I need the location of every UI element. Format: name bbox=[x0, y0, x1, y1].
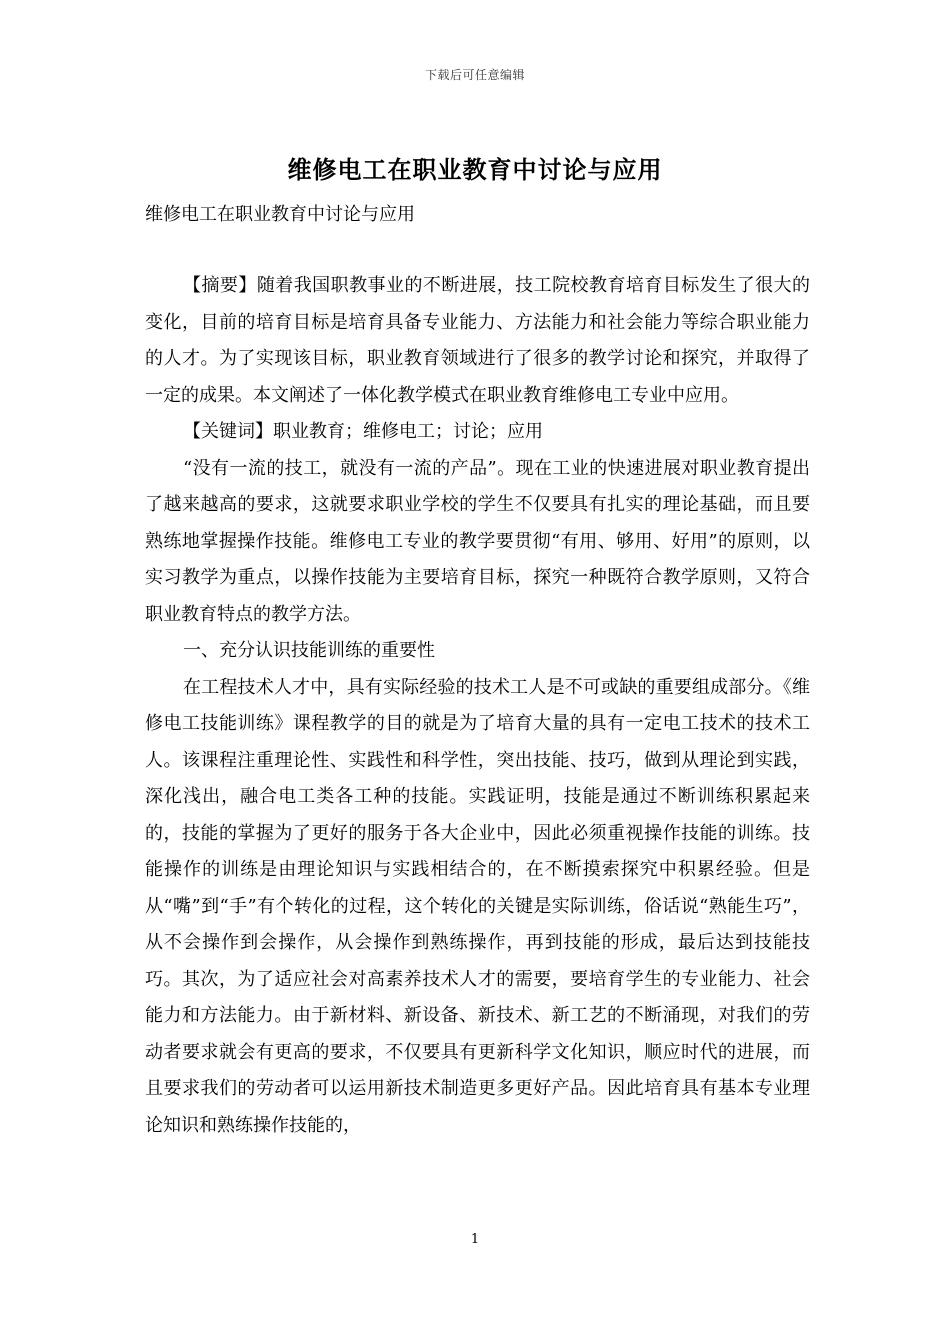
document-title: 维修电工在职业教育中讨论与应用 bbox=[287, 155, 663, 184]
abstract-paragraph: 【摘要】随着我国职教事业的不断进展，技工院校教育培育目标发生了很大的变化，目前的培育目标是培育具备专业能力、方法能力和社会能力等综合职业能力的人才。为了实现该目标，职业教育领域进行了很多的教学讨论和探究，并取得了一定的成果。本文阐述了一体化教学模式在职业教育维修电工专业中应用。 bbox=[145, 275, 810, 406]
body-paragraph: 在工程技术人才中，具有实际经验的技术工人是不可或缺的重要组成部分。《维修电工技能训练》课程教学的目的就是为了培育大量的具有一定电工技术的技术工人。该课程注重理论性、实践性和科学性，突出技能、技巧，做到从理论到实践，深化浅出，融合电工类各工种的技能。实践证明，技能是通过不断训练积累起来的，技能的掌握为了更好的服务于各大企业中，因此必须重视操作技能的训练。技能操作的训练是由理论知识与实践相结合的，在不断摸索探究中积累经验。但是从“嘴”到“手”有个转化的过程，这个转化的关键是实际训练，俗话说“熟能生巧”，从不会操作到会操作，从会操作到熟练操作，再到技能的形成，最后达到技能技巧。其次，为了适应社会对高素养技术人才的需要，要培育学生的专业能力、社会能力和方法能力。由于新材料、新设备、新技术、新工艺的不断涌现，对我们的劳动者要求就会有更高的要求，不仅要具有更新科学文化知识，顺应时代的进展，而且要求我们的劳动者可以运用新技术制造更多更好产品。因此培育具有基本专业理论知识和熟练操作技能的， bbox=[145, 676, 810, 1136]
page-number: 1 bbox=[470, 1232, 480, 1247]
intro-paragraph: “没有一流的技工，就没有一流的产品”。现在工业的快速进展对职业教育提出了越来越高的要求，这就要求职业学校的学生不仅要具有扎实的理论基础，而且要熟练地掌握操作技能。维修电工专业的教学要贯彻“有用、够用、好用”的原则，以实习教学为重点，以操作技能为主要培育目标，探究一种既符合教学原则，又符合职业教育特点的教学方法。 bbox=[145, 457, 810, 625]
section-heading: 一、充分认识技能训练的重要性 bbox=[183, 640, 435, 661]
header-note: 下载后可任意编辑 bbox=[424, 68, 525, 82]
document-subtitle: 维修电工在职业教育中讨论与应用 bbox=[145, 204, 415, 225]
document-body bbox=[145, 268, 810, 1144]
keywords-paragraph: 【关键词】职业教育；维修电工；讨论；应用 bbox=[183, 421, 543, 442]
